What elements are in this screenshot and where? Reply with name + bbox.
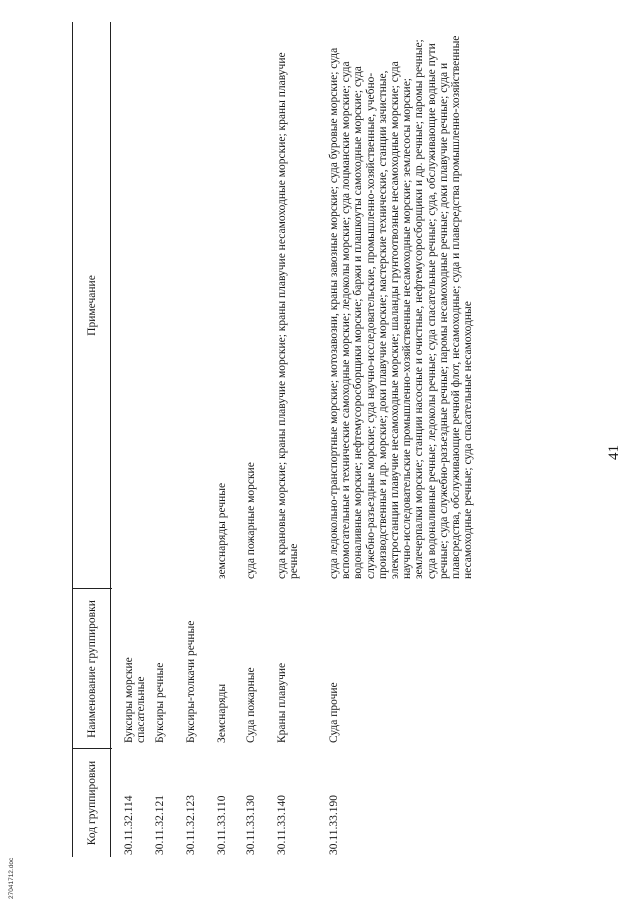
row-note: суда ледокольно-транспортные морские; мотозавозни, краны завозные морские; суда буровые морские; суда вспомогательные и технические самоходные морские; ледоколы морские; суда лоцманские морские; суда водоналивные морские; нефтемусоросборщики морские; баржи и плашкоуты самоходные морские; суда служебно-разъездные морские; суда научно-исследовательские, промышленно-хозяйственные, учебно-производственные и др. морские; доки плавучие морские; мастерские технические, станции зачистные, электростанции плавучие несамоходные морские; шаланды грунтоотвозные несамоходные морские; суда научно-исследовательские промышленно-хозяйственные несамоходные морские; землесосы морские; землечерпалки морские; станции насосные и очистные, нефтемусоросборщики и др. речные; паромы речные; суда водоналивные речные; ледоколы речные; суда спасательные речные; суда, обслуживающие водные пути речные; суда служебно-разъездные речные; паромы несамоходные речные; доки плавучие речные; суда и плавсредства, обслуживающие речной флот, несамоходные; суда и плавсредства промышленно-хозяйственные несамоходные речные; суда спасательные несамоходные bbox=[328, 35, 475, 579]
row-name: Земснаряды bbox=[216, 683, 228, 743]
row-code: 30.11.32.114 bbox=[123, 795, 135, 855]
page-number: 41 bbox=[606, 445, 622, 460]
row-name: Буксиры речные bbox=[154, 662, 166, 743]
header-note: Примечание bbox=[86, 275, 98, 336]
row-note: суда пожарные морские bbox=[245, 462, 257, 579]
row-code: 30.11.33.190 bbox=[328, 795, 340, 855]
row-code: 30.11.33.140 bbox=[276, 795, 288, 855]
row-note: земснаряды речные bbox=[216, 482, 228, 579]
header-code: Код группировки bbox=[86, 760, 98, 846]
header-name: Наименование группировки bbox=[86, 600, 98, 738]
row-code: 30.11.32.121 bbox=[154, 795, 166, 855]
row-name: Буксиры-толкачи речные bbox=[185, 620, 197, 743]
row-code: 30.11.32.123 bbox=[185, 795, 197, 855]
row-code: 30.11.33.110 bbox=[216, 795, 228, 855]
row-code: 30.11.33.130 bbox=[245, 795, 257, 855]
row-note: суда крановые морские; краны плавучие морские; краны плавучие несамоходные морские; краны плавучие речные bbox=[276, 52, 301, 579]
row-name: Суда пожарные bbox=[245, 667, 257, 743]
row-name: Краны плавучие bbox=[276, 662, 288, 743]
classification-table bbox=[72, 22, 600, 857]
row-name: Суда прочие bbox=[328, 682, 340, 743]
row-name: Буксиры морские спасательные bbox=[123, 657, 148, 743]
table-header bbox=[72, 22, 111, 857]
document-file-code: 27041712.doc bbox=[8, 857, 15, 899]
